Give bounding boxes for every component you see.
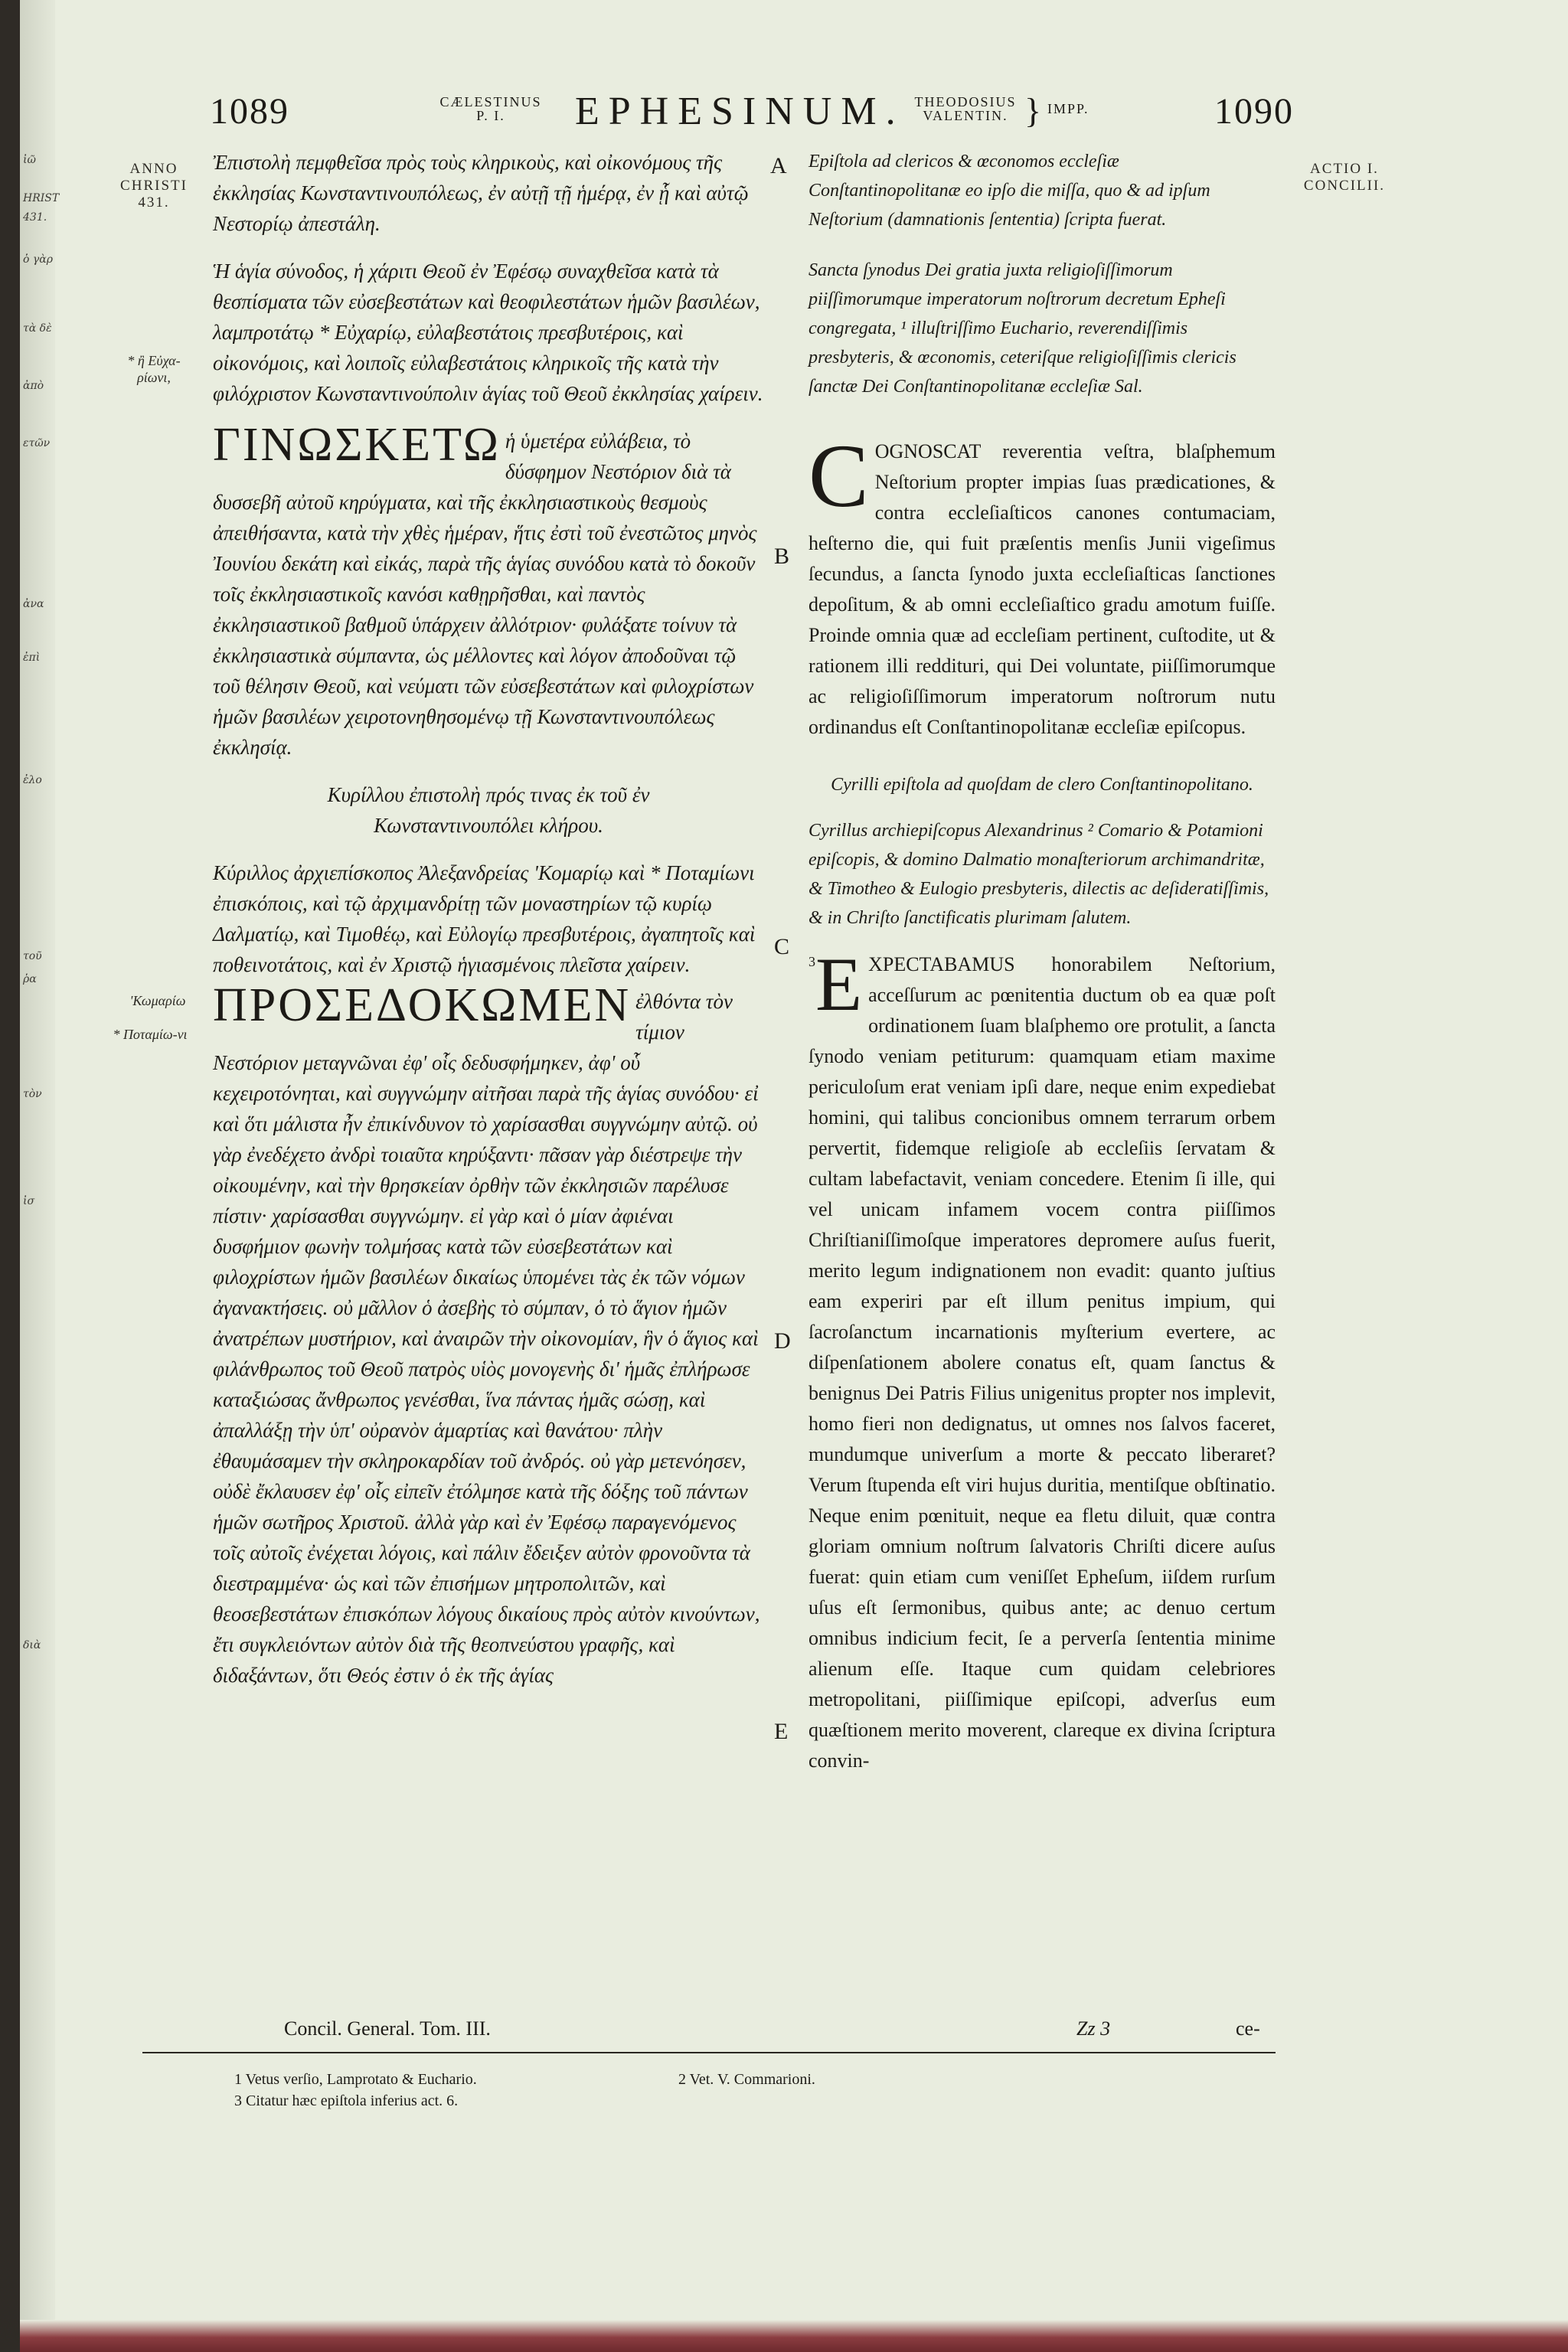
margin-note-komario: 'Κωμαρίω — [129, 993, 186, 1008]
header-left-block — [414, 95, 567, 122]
header-left-small-1: CÆLESTINUS — [439, 94, 542, 109]
section-letter-d: D — [774, 1328, 791, 1354]
footnote-rule — [142, 2052, 1276, 2053]
gutter-fragment: ἰῶ — [23, 154, 36, 166]
page-number-left: 1089 — [210, 91, 289, 132]
catchword: ce- — [1236, 2017, 1260, 2040]
footnote-2: 2 Vet. V. Commarioni. — [678, 2071, 815, 2088]
gutter-fragment: ῥα — [23, 973, 37, 985]
margin-note-eucharion: * ἢ Εὐχα-ρίωνι, — [127, 353, 181, 385]
section-letter-c: C — [774, 934, 790, 959]
greek-heading-2: Κυρίλλου ἐπιστολὴ πρός τινας ἐκ τοῦ ἐν Κωνσταντινουπόλει κλήρου. — [327, 783, 650, 837]
gutter-fragment: τοῦ — [23, 950, 42, 962]
greek-salutation-2: Κύριλλος ἀρχιεπίσκοπος Ἀλεξανδρείας 'Κομαρίῳ καὶ * Ποταμίωνι ἐπισκόποις, καὶ τῷ ἀρχιμανδρίτῃ τῶν μοναστηρίων τῷ κυρίῳ Δαλματίῳ, καὶ Τιμοθέῳ, καὶ Εὐλογίῳ πρεσβυτέροις, ἀγαπητοῖς καὶ ποθεινοτάτοις, καὶ ἐν Χριστῷ ἡγιασμένοις πλεῖστα χαίρειν. — [213, 861, 756, 976]
signature-right: Zz 3 — [1076, 2017, 1111, 2040]
latin-column — [808, 147, 1276, 1776]
latin-paragraph-1-text: OGNOSCAT reverentia veſtra, blaſphemum Neſtorium propter impias ſuas prædicationes, & contra eccleſiaſticos canones contumaciam, heſterno die, qui fuit præſentis menſis Junii vigeſimus ſecundus, a ſancta ſynodo juxta eccleſiaſticas ſanctiones depoſitum, & ab omni eccleſiaſtico gradu amotum fuiſſe. Proinde omnia quæ ad eccleſiam pertinent, cuſtodite, ut & rationem illi reddituri, qui Dei voluntate, piiſſimorumque ac religioſiſſimorum imperatorum noſtrorum nutu ordinandus eſt Conſtantinopolitanæ eccleſiæ epiſcopus. — [808, 440, 1276, 738]
gutter-fragment: ἰσ — [23, 1195, 35, 1207]
margin-actio: ACTIO I. CONCILII. — [1303, 161, 1386, 194]
gutter-fragment: ετῶν — [23, 437, 51, 449]
section-letter-e: E — [774, 1719, 789, 1744]
footnote-3: 3 Citatur hæc epiſtola inferius act. 6. — [234, 2092, 459, 2109]
gutter-fragment: τὸν — [23, 1088, 42, 1100]
latin-paragraph-1 — [808, 426, 1276, 743]
latin-drop-cap-c: C — [808, 426, 869, 526]
greek-paragraph-2 — [213, 979, 764, 1690]
latin-heading-1: Epiſtola ad clericos & œconomos eccleſiæ Conſtantinopolitanæ eo ipſo die miſſa, quo & ad ipſum Neſtorium (damnationis ſententia) ſcripta fuerat. — [808, 152, 1210, 230]
page-bottom-edge — [20, 2320, 1568, 2352]
book-page — [20, 0, 1568, 2352]
latin-drop-cap-e: E — [815, 942, 863, 1027]
column-gutter — [782, 145, 783, 2021]
latin-salutation-1: Sancta ſynodus Dei gratia juxta religioſiſſimorum piiſſimorumque imperatorum noſtrorum decretum Epheſi congregata, ¹ illuſtriſſimo Euchario, reverendiſſimis presbyteris, & œconomis, ceteriſque religioſiſſimis clericis ſanctæ Dei Conſtantinopolitanæ eccleſiæ Sal. — [808, 260, 1236, 397]
greek-paragraph-1-text: ἡ ὑμετέρα εὐλάβεια, τὸ δύσφημον Νεστόριον διὰ τὰ δυσσεβῆ αὐτοῦ κηρύγματα, καὶ τῆς ἐκκλησιαστικοὺς θεσμοὺς ἀπειθήσαντα, κατὰ τὴν χθὲς ἡμέραν, ἥτις ἐστὶ τοῦ ἐνεστῶτος μηνὸς Ἰουνίου δεκάτη καὶ εἰκάς, παρὰ τῆς ἁγίας συνόδου κατὰ τὸ δοκοῦν τοῖς ἐκκλησιαστικοῖς κανόσι καθῃρῆσθαι, καὶ παντὸς ἐκκλησιαστικοῦ βαθμοῦ ὑπάρχειν ἀλλότριον· φυλάξατε τοίνυν τὰ ἐκκλησιαστικὰ σύμπαντα, ὡς μέλλοντες καὶ λόγον ἀποδοῦναι τῷ τοῦ θέλησιν Θεοῦ, καὶ νεύματι τῶν εὐσεβεστάτων καὶ φιλοχρίστων ἡμῶν βασιλέων χειροτονηθησομένῳ τῇ Κωνσταντινουπόλεως ἐκκλησίᾳ. — [213, 430, 757, 759]
greek-heading-1: Ἐπιστολὴ πεμφθεῖσα πρὸς τοὺς κληρικοὺς, καὶ οἰκονόμους τῆς ἐκκλησίας Κωνσταντινουπόλεως, ἐν αὐτῇ τῇ ἡμέρᾳ, ἐν ᾗ καὶ αὐτῷ Νεστορίῳ ἀπεστάλη. — [213, 151, 749, 235]
latin-paragraph-2 — [808, 942, 1276, 1776]
gutter-fragment: ἐλο — [23, 774, 42, 786]
greek-paragraph-1 — [213, 419, 764, 763]
book-binding-edge — [0, 0, 20, 2352]
header-left-small-2: P. I. — [476, 108, 505, 123]
latin-footnote-marker-3: 3 — [808, 954, 815, 969]
footnote-1: 1 Vetus verſio, Lamprotato & Euchario. — [234, 2071, 477, 2088]
header-right-block — [908, 95, 1023, 122]
page-title: EPHESINUM. — [575, 90, 905, 133]
latin-heading-2: Cyrilli epiſtola ad quoſdam de clero Conſtantinopolitano. — [831, 775, 1253, 795]
section-letter-b: B — [774, 544, 790, 569]
margin-note-potamioni: * Ποταμίω-νι — [113, 1027, 188, 1042]
gutter-fragment: ἀνα — [23, 598, 44, 610]
header-right-small-1: THEODOSIUS — [914, 94, 1017, 109]
gutter-fragment: HRIST — [23, 192, 60, 204]
header-brace: } — [1024, 91, 1042, 130]
margin-year: ANNO CHRISTI 431. — [120, 161, 188, 211]
header-right-small-3: IMPP. — [1047, 101, 1089, 116]
header-right-small-2: VALENTIN. — [923, 108, 1008, 123]
greek-column — [213, 147, 764, 1690]
gutter-fragment: διὰ — [23, 1639, 41, 1651]
signature-left: Concil. General. Tom. III. — [284, 2017, 491, 2040]
gutter-fragment: ὁ γὰρ — [23, 253, 53, 266]
latin-paragraph-2-text: XPECTABAMUS honorabilem Neſtorium, acceſſurum ac pœnitentia ductum ob ea quæ poſt ordinationem ſuam blaſphemo ore protulit, a ſancta ſynodo veniam petiturum: quamquam etiam maxime periculoſum erat veniam ipſi dare, neque enim expediebat homini, qui talibus concionibus omnem terrarum orbem pervertit, fidemque religioſe ab eccleſiis ſervatam & cultam labefactavit, veniam concedere. Etenim ſi ille, qui vel unicam infamem vocem contra piiſſimos Chriſtianiſſimoſque imperatores depromere auſus fuerit, merito legum indignationem non evadit: quanto juſtius eam experiri par eſt illum penitus impium, qui ſacroſanctum incarnationis myſterium evertere, ac diſpenſationem abolere conatus eſt, quam ſanctus & benignus Dei Patris Filius unigenitus propter nos implevit, homo fieri non dedignatus, ut omnes nos ſalvos faceret, mundumque univerſum a morte & peccato liberaret? Verum ſtupenda eſt viri hujus duritia, mentiſque obſtinatio. Neque enim pœnituit, neque ea fletu diluit, quæ contra gloriam omnium noſtrum ſalvatoris Chriſti dicere auſus fuerat: quin etiam cum veniſſet Epheſum, iiſdem rurſum uſus eſt ſermonibus, quibus ante; ac denuo certum omnibus indicium fecit, ſe a perverſa ſententia minime alienum eſſe. Itaque cum quidam celebriores metropolitani, piiſſimique epiſcopi, adverſus eum quæſtionem merito moverent, clareque ex divina ſcriptura convin- — [808, 953, 1276, 1772]
greek-initial-caps-2: ΠΡΟΣΕΔΟΚΩΜΕΝ — [213, 979, 632, 1031]
gutter-fragment: τὰ δὲ — [23, 322, 52, 335]
gutter-fragment: 431. — [23, 211, 47, 224]
greek-paragraph-2-text: ἐλθόντα τὸν τίμιον Νεστόριον μεταγνῶναι ἐφ' οἷς δεδυσφήμηκεν, ἀφ' οὗ κεχειροτόνηται, καὶ συγγνώμην αἰτῆσαι παρὰ τῆς ἁγίας συνόδου· εἰ καὶ ὅτι μάλιστα ἦν ἐπικίνδυνον τὸ χαρίσασθαι συγγνώμην αὐτῷ. οὐ γὰρ ἐνεδέχετο ἀνδρὶ τοιαῦτα κηρύξαντι· πᾶσαν γὰρ διέστρεψε τὴν οἰκουμένην, καὶ τὴν θρησκείαν ὀρθὴν τῶν ἐκκλησιῶν παρέλυσε πίστιν· χαρίσασθαι συγγνώμην. εἰ γὰρ καὶ ὁ μίαν ἀφιέναι δυσφήμιον φωνὴν τολμήσας κατὰ τῶν εὐσεβεστάτων καὶ φιλοχρίστων ἡμῶν βασιλέων δικαίως ὑπομένει τὰς ἐκ τῶν νόμων ἀγανακτήσεις. οὐ μᾶλλον ὁ ἀσεβὴς τὸ σύμπαν, ὁ τὸ ἅγιον ἡμῶν ἀνατρέπων μυστήριον, καὶ ἀναιρῶν τὴν οἰκονομίαν, ἣν ὁ ἅγιος καὶ φιλάνθρωπος τοῦ Θεοῦ πατρὸς υἱὸς μονογενὴς δι' ἡμᾶς ἐπλήρωσε καταξιώσας ἄνθρωπος γενέσθαι, ἵνα πάντας ἡμᾶς σώσῃ, καὶ ἀπαλλάξῃ τὴν ὑπ' οὐρανὸν ἁμαρτίας καὶ θανάτου· πλὴν ἐθαυμάσαμεν τὴν σκληροκαρδίαν τοῦ ἀνδρός. οὐ γὰρ μετενόησεν, οὐδὲ ἔκλαυσεν ἐφ' οἷς εἰπεῖν ἐτόλμησε κατὰ τῆς δόξης τοῦ πάντων ἡμῶν σωτῆρος Χριστοῦ. ἀλλὰ γὰρ καὶ ἐν Ἐφέσῳ παραγενόμενος τοῖς αὐτοῖς ἐνέχεται λόγοις, καὶ πάλιν ἔδειξεν αὐτὸν φρονοῦντα τὰ διεστραμμένα· ὡς καὶ τῶν ἐπισήμων μητροπολιτῶν, καὶ θεοσεβεστάτων ἐπισκόπων λόγους δικαίους πρὸς αὐτὸν κινούντων, ἔτι συγκλειόντων αὐτὸν διὰ τῆς θεοπνεύστου γραφῆς, καὶ διδαξάντων, ὅτι Θεός ἐστιν ὁ ἐκ τῆς ἁγίας — [213, 990, 760, 1687]
greek-salutation-1: Ἡ ἁγία σύνοδος, ἡ χάριτι Θεοῦ ἐν Ἐφέσῳ συναχθεῖσα κατὰ τὰ θεσπίσματα τῶν εὐσεβεστάτων καὶ θεοφιλεστάτων ἡμῶν βασιλέων, λαμπροτάτῳ * Εὐχαρίῳ, εὐλαβεστάτοις πρεσβυτέροις, καὶ οἰκονόμοις, καὶ λοιποῖς εὐλαβεστάτοις κληρικοῖς τῆς κατὰ τὴν φιλόχριστον Κωνσταντινούπολιν ἁγίας τοῦ Θεοῦ ἐκκλησίας χαίρειν. — [213, 260, 763, 405]
gutter-fragment: ἀπὸ — [23, 380, 44, 392]
gutter-fragment: ἐπὶ — [23, 652, 41, 664]
latin-salutation-2: Cyrillus archiepiſcopus Alexandrinus ² Comario & Potamioni epiſcopis, & domino Dalmatio monaſteriorum archimandritæ, & Timotheo & Eulogio presbyteris, dilectis ac deſideratiſſimis, & in Chriſto ſanctificatis plurimam ſalutem. — [808, 821, 1269, 928]
page-number-right: 1090 — [1214, 91, 1294, 132]
greek-initial-caps-1: ΓΙΝΩΣΚΕΤΩ — [213, 419, 501, 471]
facing-page-gutter — [20, 0, 60, 2352]
section-letter-a: A — [770, 153, 787, 178]
